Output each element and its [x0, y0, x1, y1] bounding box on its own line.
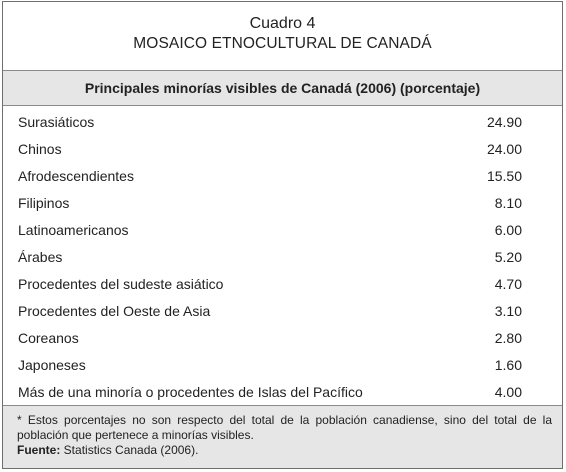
row-label: Japoneses — [18, 357, 86, 374]
row-value: 1.60 — [494, 357, 522, 374]
row-value: 6.00 — [494, 221, 522, 238]
row-label: Latinoamericanos — [18, 221, 129, 238]
row-label: Más de una minoría o procedentes de Islas del Pacífico — [18, 384, 363, 401]
row-value: 4.70 — [494, 276, 522, 293]
row-label: Filipinos — [18, 194, 70, 211]
table-row — [3, 243, 562, 270]
table-row — [3, 271, 562, 298]
table-row — [3, 352, 562, 379]
title-block — [3, 2, 562, 70]
row-value: 24.90 — [486, 113, 522, 130]
table-number: Cuadro 4 — [249, 15, 316, 32]
table-row — [3, 189, 562, 216]
footnote: * Estos porcentajes no son respecto del total de la población canadiense, sino del total de la población que pertenece a minorías visibles. — [17, 413, 552, 442]
row-label: Chinos — [18, 140, 62, 157]
table-row — [3, 298, 562, 325]
table-row — [3, 379, 562, 406]
table-footer — [3, 405, 562, 468]
source-text: Statistics Canada (2006). — [60, 443, 199, 457]
table-row — [3, 162, 562, 189]
row-label: Árabes — [18, 249, 63, 266]
table-row — [3, 325, 562, 352]
row-value: 24.00 — [486, 140, 522, 157]
row-value: 8.10 — [494, 194, 522, 211]
row-value: 4.00 — [494, 384, 522, 401]
row-label: Afrodescendientes — [18, 167, 134, 184]
table-header: Principales minorías visibles de Canadá (2006) (porcentaje) — [3, 70, 562, 106]
row-value: 5.20 — [494, 249, 522, 266]
row-value: 2.80 — [494, 330, 522, 347]
table-row — [3, 216, 562, 243]
row-label: Surasiáticos — [18, 113, 95, 130]
table-row — [3, 108, 562, 135]
row-value: 3.10 — [494, 303, 522, 320]
source-label: Fuente: — [17, 443, 61, 457]
row-label: Procedentes del Oeste de Asia — [18, 303, 211, 320]
table-body — [3, 106, 562, 406]
table-row — [3, 135, 562, 162]
source-line — [17, 443, 552, 458]
table-frame — [2, 1, 563, 469]
table-title: MOSAICO ETNOCULTURAL DE CANADÁ — [133, 35, 432, 52]
row-label: Coreanos — [18, 330, 79, 347]
row-value: 15.50 — [486, 167, 522, 184]
row-label: Procedentes del sudeste asiático — [18, 276, 224, 293]
